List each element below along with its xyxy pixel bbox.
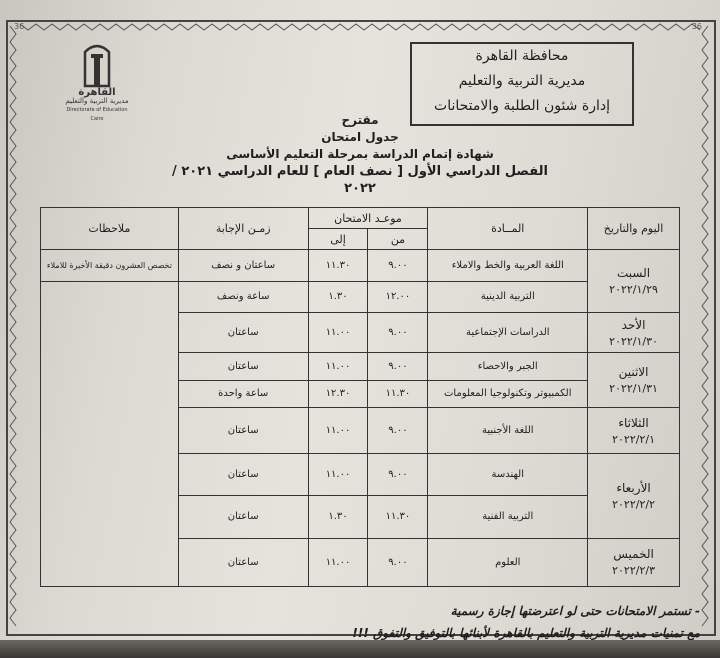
day-date: ٢٠٢٢/٢/١: [612, 432, 655, 446]
logo-label-english: Directorate of Education Cairo: [66, 107, 128, 122]
title-term: الفصل الدراسي الأول [ نصف العام ] للعام الدراسي ٢٠٢١ / ٢٠٢٢: [172, 164, 548, 196]
from-cell: ٩.٠٠: [368, 313, 428, 353]
footer-notes: [40, 600, 700, 644]
issuer-department: إدارة شئون الطلبة والامتحانات: [434, 98, 610, 114]
header-duration: زمـن الإجابة: [178, 208, 308, 250]
to-cell: ١٢.٣٠: [308, 380, 368, 407]
note-cell-empty: [41, 281, 179, 586]
exam-schedule-table: [40, 207, 680, 587]
logo-label-arabic: مديرية التربية والتعليم: [65, 97, 129, 105]
from-cell: ٩.٠٠: [368, 353, 428, 380]
subject-cell: الدراسات الإجتماعية: [428, 313, 588, 353]
day-cell: [588, 250, 680, 313]
duration-cell: ساعة ونصف: [178, 281, 308, 313]
from-cell: ١٢.٠٠: [368, 281, 428, 313]
day-cell: [588, 407, 680, 453]
duration-cell: ساعتان: [178, 454, 308, 496]
duration-cell: ساعتان: [178, 538, 308, 587]
title-proposed: مقترح: [341, 113, 379, 127]
day-cell: [588, 538, 680, 587]
day-date: ٢٠٢٢/٢/٢: [612, 497, 655, 511]
day-date: ٢٠٢٢/١/٣٠: [609, 334, 658, 348]
subject-cell: الجبر والاحصاء: [428, 353, 588, 380]
subject-cell: الكمبيوتر وتكنولوجيا المعلومات: [428, 380, 588, 407]
from-cell: ١١.٣٠: [368, 496, 428, 538]
footer-continuation-note: - تستمر الامتحانات حتى لو اعترضتها إجازة رسمية: [450, 604, 700, 618]
day-name: الثلاثاء: [618, 415, 649, 430]
duration-cell: ساعة واحدة: [178, 380, 308, 407]
corner-number-left: 36: [14, 22, 25, 31]
header-subject: المــادة: [428, 208, 588, 250]
header-day: اليوم والتاريخ: [588, 208, 680, 250]
title-certificate: شهادة إتمام الدراسة بمرحلة التعليم الأساسى: [226, 147, 494, 161]
footer-wishes: مع تمنيات مديرية التربية والتعليم بالقاهرة لأبنائها بالتوفيق والتفوق !!!: [352, 626, 700, 640]
title-schedule: جدول امتحان: [321, 130, 399, 144]
to-cell: ١.٣٠: [308, 496, 368, 538]
from-cell: ٩.٠٠: [368, 250, 428, 282]
table-row: [41, 281, 680, 313]
table-row: [41, 250, 680, 282]
table-header-row: [41, 208, 680, 229]
day-cell: [588, 454, 680, 538]
day-date: ٢٠٢٢/٢/٣: [612, 564, 655, 578]
duration-cell: ساعتان: [178, 407, 308, 453]
corner-number-right: 36: [691, 22, 702, 31]
subject-cell: اللغة العربية والخط والاملاء: [428, 250, 588, 282]
subject-cell: التربية الدينية: [428, 281, 588, 313]
from-cell: ٩.٠٠: [368, 538, 428, 587]
day-date: ٢٠٢٢/١/٢٩: [609, 283, 658, 297]
to-cell: ١١.٠٠: [308, 454, 368, 496]
day-date: ٢٠٢٢/١/٣١: [609, 382, 658, 396]
day-name: الاثنين: [618, 365, 649, 380]
header-from: من: [368, 229, 428, 250]
to-cell: ١١.٣٠: [308, 250, 368, 282]
to-cell: ١١.٠٠: [308, 353, 368, 380]
duration-cell: ساعتان: [178, 313, 308, 353]
logo-label-cairo: القاهرة: [78, 87, 116, 98]
duration-cell: ساعتان: [178, 353, 308, 380]
subject-cell: التربية الفنية: [428, 496, 588, 538]
duration-cell: ساعتان: [178, 496, 308, 538]
photo-bottom-edge: [0, 640, 720, 658]
issuer-directorate: مديرية التربية والتعليم: [458, 73, 586, 89]
header-to: إلى: [308, 229, 368, 250]
document-titles: [160, 112, 560, 197]
day-name: السبت: [617, 266, 651, 281]
day-cell: [588, 353, 680, 408]
directorate-logo: [62, 38, 132, 124]
subject-cell: اللغة الأجنبية: [428, 407, 588, 453]
to-cell: ١.٣٠: [308, 281, 368, 313]
issuer-governorate: محافظة القاهرة: [475, 48, 569, 64]
duration-cell: ساعتان و نصف: [178, 250, 308, 282]
subject-cell: الهندسة: [428, 454, 588, 496]
day-name: الخميس: [613, 547, 654, 562]
note-cell: تخصص العشرون دقيقة الأخيرة للاملاء: [41, 250, 179, 282]
day-name: الأربعاء: [616, 480, 651, 495]
from-cell: ٩.٠٠: [368, 454, 428, 496]
to-cell: ١١.٠٠: [308, 313, 368, 353]
header-time: موعـد الامتحان: [308, 208, 428, 229]
subject-cell: العلوم: [428, 538, 588, 587]
logo-emblem-icon: [77, 38, 117, 88]
to-cell: ١١.٠٠: [308, 538, 368, 587]
header-notes: ملاحظات: [41, 208, 179, 250]
from-cell: ١١.٣٠: [368, 380, 428, 407]
day-name: الأحد: [621, 317, 646, 332]
day-cell: [588, 313, 680, 353]
to-cell: ١١.٠٠: [308, 407, 368, 453]
from-cell: ٩.٠٠: [368, 407, 428, 453]
